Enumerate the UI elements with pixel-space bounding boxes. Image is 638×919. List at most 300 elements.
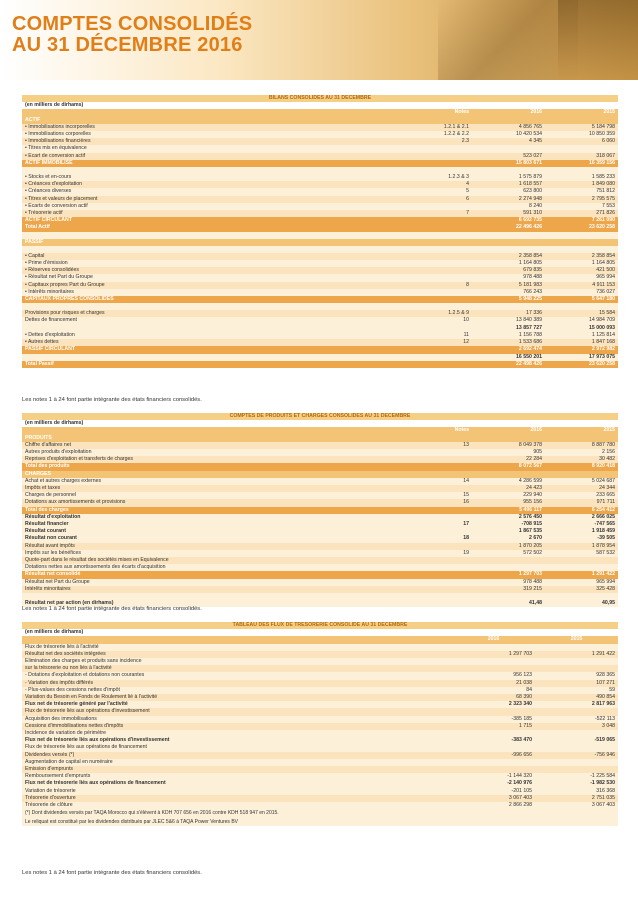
cpc-cell-label: Résultat financier	[22, 521, 402, 528]
bilan-cell-note	[402, 117, 472, 124]
bilan-cell-label	[22, 354, 402, 361]
cpc-row	[22, 499, 618, 506]
bilan-cell-value-2016: 623 800	[472, 188, 545, 195]
bilan-row	[22, 138, 618, 145]
flux-cell-value-2015: 2 817 963	[535, 701, 618, 708]
bilan-cell-label: • Créances diverses	[22, 188, 402, 195]
bilan-cell-value-2015	[545, 145, 618, 152]
cpc-cell-label: Résultat non courant	[22, 535, 402, 542]
bilan-cell-value-2016: 1 533 686	[472, 339, 545, 346]
bilan-cell-value-2015	[545, 117, 618, 124]
bilan-row	[22, 361, 618, 368]
cpc-cell-label: Total des charges	[22, 507, 402, 514]
bilan-cell-value-2016: 2 274 948	[472, 196, 545, 203]
bilan-cell-value-2015: 14 984 709	[545, 317, 618, 324]
cpc-cell-note	[402, 463, 472, 470]
bilan-cell-value-2016: 10 420 534	[472, 131, 545, 138]
flux-cell-value-2015: 316 368	[535, 788, 618, 795]
cpc-cell-label: CHARGES	[22, 471, 402, 478]
bilan-cell-note	[402, 217, 472, 224]
bilan-cell-note: 12	[402, 339, 472, 346]
flux-cell-value-2016: 84	[452, 687, 535, 694]
bilan-cell-label: • Écarts de conversion actif	[22, 203, 402, 210]
flux-row	[22, 737, 618, 744]
page-title	[12, 14, 252, 56]
cpc-cell-label: Résultat net par action (en dirhams)	[22, 600, 402, 607]
cpc-cell-value-2016: 572 502	[472, 550, 545, 557]
flux-cell-label: Variation de trésorerie	[22, 788, 452, 795]
bilan-cell-label: • Dettes d'exploitation	[22, 332, 402, 339]
bilan-cell-value-2016	[472, 117, 545, 124]
bilan-row	[22, 174, 618, 181]
bilan-cell-label: • Autres dettes	[22, 339, 402, 346]
flux-row	[22, 744, 618, 751]
flux-cell-label: Flux de trésorerie liés à l'activité	[22, 644, 452, 651]
flux-row	[22, 759, 618, 766]
cpc-row	[22, 449, 618, 456]
flux-cell-value-2016: 1 715	[452, 723, 535, 730]
cpc-cell-note: 16	[402, 499, 472, 506]
bilan-cell-value-2015: 965 994	[545, 274, 618, 281]
flux-cell-value-2015	[535, 744, 618, 751]
flux-cell-value-2016: -1 144 320	[452, 773, 535, 780]
bilan-cell-value-2015: 15 000 093	[545, 325, 618, 332]
flux-cell-value-2015: 1 291 422	[535, 651, 618, 658]
bilan-cell-value-2015: 736 027	[545, 289, 618, 296]
flux-cell-value-2015	[535, 708, 618, 715]
flux-cell-value-2016: -385 185	[452, 716, 535, 723]
cpc-col-notes: Notes	[402, 427, 472, 434]
cpc-cell-note	[402, 564, 472, 571]
flux-cell-value-2015	[535, 658, 618, 665]
flux-cell-value-2016	[452, 708, 535, 715]
cpc-cell-note: 15	[402, 492, 472, 499]
bilan-cell-value-2016: 4 856 765	[472, 124, 545, 131]
cpc-cell-note	[402, 449, 472, 456]
cpc-cell-value-2015: 8 887 780	[545, 442, 618, 449]
cpc-cell-label: Intérêts minoritaires	[22, 586, 402, 593]
flux-row	[22, 694, 618, 701]
bilan-cell-note: 5	[402, 188, 472, 195]
cpc-row	[22, 521, 618, 528]
flux-cell-value-2015: 2 751 035	[535, 795, 618, 802]
flux-cell-value-2016	[452, 730, 535, 737]
cpc-unit: (en milliers de dirhams)	[22, 420, 618, 427]
cpc-cell-note	[402, 528, 472, 535]
bilan-cell-value-2016: 523 027	[472, 153, 545, 160]
bilan-cell-value-2016: 15 803 671	[472, 160, 545, 167]
flux-cell-value-2015	[535, 766, 618, 773]
bilan-cell-value-2016: 5 948 225	[472, 296, 545, 303]
cpc-cell-note	[402, 471, 472, 478]
bilan-cell-value-2015: 1 849 080	[545, 181, 618, 188]
bilan-row	[22, 289, 618, 296]
bilan-cell-note: 1.2.3 & 3	[402, 174, 472, 181]
bilan-row	[22, 181, 618, 188]
cpc-cell-value-2016	[472, 435, 545, 442]
bilan-cell-note: 4	[402, 181, 472, 188]
bilan-table	[22, 95, 618, 368]
bilan-cell-note	[402, 296, 472, 303]
cpc-row	[22, 492, 618, 499]
flux-cell-value-2015	[535, 759, 618, 766]
bilan-cell-note: 7	[402, 210, 472, 217]
bilan-cell-value-2015: 5 647 180	[545, 296, 618, 303]
bilan-cell-label: PASSIF	[22, 239, 402, 246]
cpc-row	[22, 593, 618, 600]
flux-cell-label: Flux net de trésorerie liés aux opérations de financement	[22, 780, 452, 787]
cpc-cell-value-2015: 8 920 418	[545, 463, 618, 470]
bilan-row	[22, 124, 618, 131]
cpc-cell-note	[402, 435, 472, 442]
cpc-cell-value-2016: 1 867 535	[472, 528, 545, 535]
flux-heading: TABLEAU DES FLUX DE TRÉSORERIE CONSOLIDÉ AU 31 DÉCEMBRE	[22, 622, 618, 629]
flux-cell-value-2016: 956 123	[452, 672, 535, 679]
flux-cell-label: Trésorerie d'ouverture	[22, 795, 452, 802]
bilan-cell-value-2016: 2 358 854	[472, 253, 545, 260]
bilan-cell-label: • Résultat net Part du Groupe	[22, 274, 402, 281]
cpc-cell-label: Chiffre d'affaires net	[22, 442, 402, 449]
bilan-row	[22, 339, 618, 346]
cpc-cell-label: Résultat net Part du Groupe	[22, 579, 402, 586]
bilan-cell-note: 2.3	[402, 138, 472, 145]
cpc-cell-note: 14	[402, 478, 472, 485]
flux-cell-label: - Plus-values des cessions nettes d'impôt	[22, 687, 452, 694]
cpc-cell-label: Achat et autres charges externes	[22, 478, 402, 485]
bilan-cell-label: • Capital	[22, 253, 402, 260]
cpc-cell-value-2015: 1 291 422	[545, 571, 618, 578]
bilan-cell-note	[402, 346, 472, 353]
bilan-cell-label: • Réserves consolidées	[22, 267, 402, 274]
flux-cell-value-2015: -519 065	[535, 737, 618, 744]
bilan-cell-value-2016: 679 835	[472, 267, 545, 274]
cpc-row	[22, 557, 618, 564]
bilan-cell-value-2016: 1 618 557	[472, 181, 545, 188]
bilan-cell-label: • Stocks et en-cours	[22, 174, 402, 181]
cpc-cell-value-2015: 2 666 025	[545, 514, 618, 521]
cpc-cell-value-2016: 1 870 205	[472, 543, 545, 550]
cpc-row	[22, 543, 618, 550]
bilan-row	[22, 346, 618, 353]
flux-cell-value-2016: 2 866 298	[452, 802, 535, 809]
cpc-row	[22, 507, 618, 514]
flux-footnote-2: Le reliquat est constitué par les dividendes distribués par JLEC 5&6 à TAQA Power Ventures BV	[22, 818, 618, 827]
flux-cell-value-2016	[452, 644, 535, 651]
bilan-row	[22, 117, 618, 124]
flux-row	[22, 687, 618, 694]
cpc-cell-value-2015: -39 505	[545, 535, 618, 542]
bilan-cell-value-2015: 23 620 258	[545, 361, 618, 368]
bilan-cell-note	[402, 224, 472, 231]
bilan-cell-value-2016: 17 336	[472, 310, 545, 317]
bilan-row	[22, 267, 618, 274]
bilan-cell-label: • Immobilisations corporelles	[22, 131, 402, 138]
bilan-cell-value-2016: 5 181 983	[472, 282, 545, 289]
flux-row	[22, 773, 618, 780]
cpc-cell-note: 17	[402, 521, 472, 528]
cpc-cell-label: Charges de personnel	[22, 492, 402, 499]
bilan-cell-value-2016: 1 156 788	[472, 332, 545, 339]
cpc-cell-value-2016: 4 286 599	[472, 478, 545, 485]
cpc-row	[22, 586, 618, 593]
flux-row	[22, 752, 618, 759]
flux-row	[22, 766, 618, 773]
cpc-row	[22, 456, 618, 463]
flux-row	[22, 802, 618, 809]
cpc-cell-value-2016: 978 488	[472, 579, 545, 586]
bilan-cell-note	[402, 260, 472, 267]
flux-cell-value-2016: -201 105	[452, 788, 535, 795]
cpc-cell-note	[402, 557, 472, 564]
bilan-cell-value-2015: 16 359 156	[545, 160, 618, 167]
cpc-cell-label: Dotations aux amortissements et provisions	[22, 499, 402, 506]
cpc-cell-value-2015: 233 665	[545, 492, 618, 499]
flux-cell-value-2015: -1 225 584	[535, 773, 618, 780]
cpc-row	[22, 442, 618, 449]
flux-unit: (en milliers de dirhams)	[22, 629, 618, 636]
cpc-cell-note	[402, 507, 472, 514]
flux-row	[22, 795, 618, 802]
bilan-cell-value-2016: 16 550 201	[472, 354, 545, 361]
flux-cell-value-2016	[452, 759, 535, 766]
bilan-cell-value-2016: 4 345	[472, 138, 545, 145]
cpc-cell-note	[402, 571, 472, 578]
flux-row	[22, 658, 618, 665]
flux-cell-value-2015: -1 982 530	[535, 780, 618, 787]
bilan-cell-note	[402, 354, 472, 361]
page-title-line-2: AU 31 DÉCEMBRE 2016	[12, 34, 243, 56]
bilan-cell-value-2015: 5 184 798	[545, 124, 618, 131]
cpc-cell-label: Impôts et taxes	[22, 485, 402, 492]
flux-cell-label: Cessions d'immobilisations nettes d'impôts	[22, 723, 452, 730]
bilan-cell-label: • Titres et valeurs de placement	[22, 196, 402, 203]
flux-table	[22, 622, 618, 826]
bilan-cell-note	[402, 153, 472, 160]
flux-cell-value-2016: 2 323 340	[452, 701, 535, 708]
bilan-row	[22, 325, 618, 332]
bilan-cell-note	[402, 203, 472, 210]
bilan-cell-value-2016: 591 310	[472, 210, 545, 217]
cpc-cell-value-2015: 1 918 459	[545, 528, 618, 535]
cpc-row	[22, 571, 618, 578]
bilan-cell-value-2016: 13 857 727	[472, 325, 545, 332]
bilan-cell-value-2016: 2 692 474	[472, 346, 545, 353]
bilan-cell-value-2015: 10 850 359	[545, 131, 618, 138]
cpc-col-2016: 2016	[472, 427, 545, 434]
cpc-cell-note	[402, 514, 472, 521]
bilan-row	[22, 296, 618, 303]
flux-cell-value-2016: 68 390	[452, 694, 535, 701]
cpc-cell-value-2016: 2 576 450	[472, 514, 545, 521]
cpc-cell-value-2015	[545, 435, 618, 442]
cpc-row	[22, 579, 618, 586]
cpc-cell-value-2016	[472, 471, 545, 478]
flux-cell-label: Acquisition des immobilisations	[22, 716, 452, 723]
bilan-cell-note	[402, 160, 472, 167]
cpc-cell-value-2016: 8 072 567	[472, 463, 545, 470]
bilan-cell-note	[402, 239, 472, 246]
bilan-row	[22, 224, 618, 231]
cpc-cell-value-2015: 6 254 412	[545, 507, 618, 514]
cpc-cell-value-2016: -708 915	[472, 521, 545, 528]
flux-cell-value-2015	[535, 644, 618, 651]
cpc-cell-label: Résultat avant impôts	[22, 543, 402, 550]
bilan-cell-label: • Créances d'exploitation	[22, 181, 402, 188]
bilan-cell-value-2016: 978 488	[472, 274, 545, 281]
bilan-row	[22, 253, 618, 260]
flux-cell-value-2015: -522 113	[535, 716, 618, 723]
bilan-cell-label: ACTIF	[22, 117, 402, 124]
cpc-cell-value-2015: 1 878 954	[545, 543, 618, 550]
cpc-cell-value-2015: 30 482	[545, 456, 618, 463]
flux-col-2015: 2015	[535, 636, 618, 643]
bilan-cell-note	[402, 274, 472, 281]
flux-footnote: Les notes 1 à 24 font partie intégrante des états financiers consolidés.	[22, 870, 202, 876]
flux-cell-label: Trésorerie de clôture	[22, 802, 452, 809]
page-title-line-1: COMPTES CONSOLIDÉS	[12, 13, 253, 35]
bilan-row	[22, 332, 618, 339]
cpc-heading: COMPTES DE PRODUITS ET CHARGES CONSOLIDÉS AU 31 DÉCEMBRE	[22, 413, 618, 420]
flux-cell-label: - Variation des impôts différés	[22, 680, 452, 687]
bilan-cell-label: • Titres mis en équivalence	[22, 145, 402, 152]
flux-row	[22, 723, 618, 730]
bilan-cell-value-2015: 2 358 854	[545, 253, 618, 260]
cpc-cell-value-2016: 41,48	[472, 600, 545, 607]
cpc-cell-note	[402, 485, 472, 492]
cpc-cell-label: PRODUITS	[22, 435, 402, 442]
bilan-cell-note	[402, 267, 472, 274]
bilan-cell-label: • Trésorerie actif	[22, 210, 402, 217]
bilan-cell-label: • Immobilisations financières	[22, 138, 402, 145]
bilan-cell-label: Total Actif	[22, 224, 402, 231]
bilan-row	[22, 153, 618, 160]
bilan-row	[22, 310, 618, 317]
cpc-cell-label: Résultat d'exploitation	[22, 514, 402, 521]
flux-cell-value-2016: -383 470	[452, 737, 535, 744]
cpc-row	[22, 478, 618, 485]
cpc-cell-value-2015	[545, 564, 618, 571]
cpc-cell-value-2015: 971 711	[545, 499, 618, 506]
flux-cell-label: Résultat net des sociétés intégrées	[22, 651, 452, 658]
flux-cell-value-2016	[452, 665, 535, 672]
cpc-cell-value-2016: 8 049 378	[472, 442, 545, 449]
cpc-cell-note	[402, 456, 472, 463]
cpc-cell-label: Dotations nettes aux amortissements des écarts d'acquisition	[22, 564, 402, 571]
bilan-cell-label: Provisions pour risques et charges	[22, 310, 402, 317]
flux-cell-label: Émission d'emprunts	[22, 766, 452, 773]
bilan-unit: (en milliers de dirhams)	[22, 102, 618, 109]
bilan-col-2016: 2016	[472, 109, 545, 116]
bilan-cell-value-2015: 421 500	[545, 267, 618, 274]
bilan-row	[22, 282, 618, 289]
bilan-cell-value-2016: 22 498 426	[472, 361, 545, 368]
cpc-footnote: Les notes 1 à 24 font partie intégrante des états financiers consolidés.	[22, 606, 202, 612]
bilan-cell-note	[402, 361, 472, 368]
flux-cell-value-2015: 3 067 403	[535, 802, 618, 809]
cpc-cell-note: 18	[402, 535, 472, 542]
bilan-cell-value-2015: 1 847 168	[545, 339, 618, 346]
bilan-row	[22, 188, 618, 195]
bilan-cell-note	[402, 253, 472, 260]
bilan-cell-label	[22, 325, 402, 332]
flux-cell-value-2015	[535, 665, 618, 672]
bilan-cell-value-2016: 766 243	[472, 289, 545, 296]
bilan-row	[22, 232, 618, 239]
cpc-cell-value-2015: 965 994	[545, 579, 618, 586]
flux-row	[22, 644, 618, 651]
bilan-cell-value-2015: 15 584	[545, 310, 618, 317]
cpc-row	[22, 485, 618, 492]
cpc-cell-value-2016: 2 670	[472, 535, 545, 542]
bilan-cell-value-2016	[472, 239, 545, 246]
flux-cell-label: Incidence de variation de périmètre	[22, 730, 452, 737]
flux-cell-value-2016	[452, 744, 535, 751]
flux-cell-value-2015: 107 271	[535, 680, 618, 687]
flux-cell-value-2016: -2 140 976	[452, 780, 535, 787]
bilan-cell-note	[402, 325, 472, 332]
bilan-cell-label: • Écart de conversion actif	[22, 153, 402, 160]
bilan-cell-label: • Immobilisations incorporelles	[22, 124, 402, 131]
bilan-row	[22, 160, 618, 167]
cpc-cell-label: Impôts sur les bénéfices	[22, 550, 402, 557]
flux-cell-label: Remboursement d'emprunts	[22, 773, 452, 780]
bilan-row	[22, 145, 618, 152]
bilan-cell-value-2015: 1 585 233	[545, 174, 618, 181]
cpc-cell-note: 19	[402, 550, 472, 557]
bilan-cell-note: 1.2.1 & 2.1	[402, 124, 472, 131]
bilan-row	[22, 196, 618, 203]
cpc-cell-value-2015: 5 024 687	[545, 478, 618, 485]
flux-cell-label: Flux de trésorerie liés aux opérations d'investissement	[22, 708, 452, 715]
cpc-cell-value-2015: 2 156	[545, 449, 618, 456]
cpc-cell-value-2015	[545, 471, 618, 478]
flux-row	[22, 780, 618, 787]
cpc-cell-value-2015: 587 532	[545, 550, 618, 557]
cpc-col-2015: 2015	[545, 427, 618, 434]
flux-footnote-1: (*) Dont dividendes versés par TAQA Morocco qui s'élèvent à KDH 707 656 en 2016 contre KDH 518 947 en 2015.	[22, 809, 618, 818]
cpc-row	[22, 564, 618, 571]
bilan-cell-value-2016: 22 496 426	[472, 224, 545, 231]
flux-cell-value-2015: 3 048	[535, 723, 618, 730]
flux-row	[22, 701, 618, 708]
bilan-cell-label: Dettes de financement	[22, 317, 402, 324]
bilan-cell-value-2015: 7 553	[545, 203, 618, 210]
flux-cell-label: Élimination des charges et produits sans incidence	[22, 658, 452, 665]
flux-cell-value-2015: -756 946	[535, 752, 618, 759]
cpc-cell-value-2016	[472, 564, 545, 571]
cpc-table	[22, 413, 618, 607]
bilan-col-notes: Notes	[402, 109, 472, 116]
cpc-row	[22, 435, 618, 442]
bilan-cell-value-2016: 8 240	[472, 203, 545, 210]
flux-cell-label: Flux net de trésorerie généré par l'activité	[22, 701, 452, 708]
bilan-col-2015: 2015	[545, 109, 618, 116]
bilan-cell-label: • Capitaux propres Part du Groupe	[22, 282, 402, 289]
flux-cell-label: Flux de trésorerie liés aux opérations de financement	[22, 744, 452, 751]
bilan-row	[22, 203, 618, 210]
bilan-cell-label: • Prime d'émission	[22, 260, 402, 267]
cpc-cell-value-2015: 325 428	[545, 586, 618, 593]
bilan-cell-value-2015: 7 261 090	[545, 217, 618, 224]
cpc-cell-value-2016: 319 215	[472, 586, 545, 593]
cpc-cell-value-2016: 22 284	[472, 456, 545, 463]
bilan-cell-label: Total Passif	[22, 361, 402, 368]
cpc-row	[22, 471, 618, 478]
bilan-row	[22, 260, 618, 267]
cpc-cell-label: Autres produits d'exploitation	[22, 449, 402, 456]
cpc-row	[22, 463, 618, 470]
bilan-row	[22, 354, 618, 361]
